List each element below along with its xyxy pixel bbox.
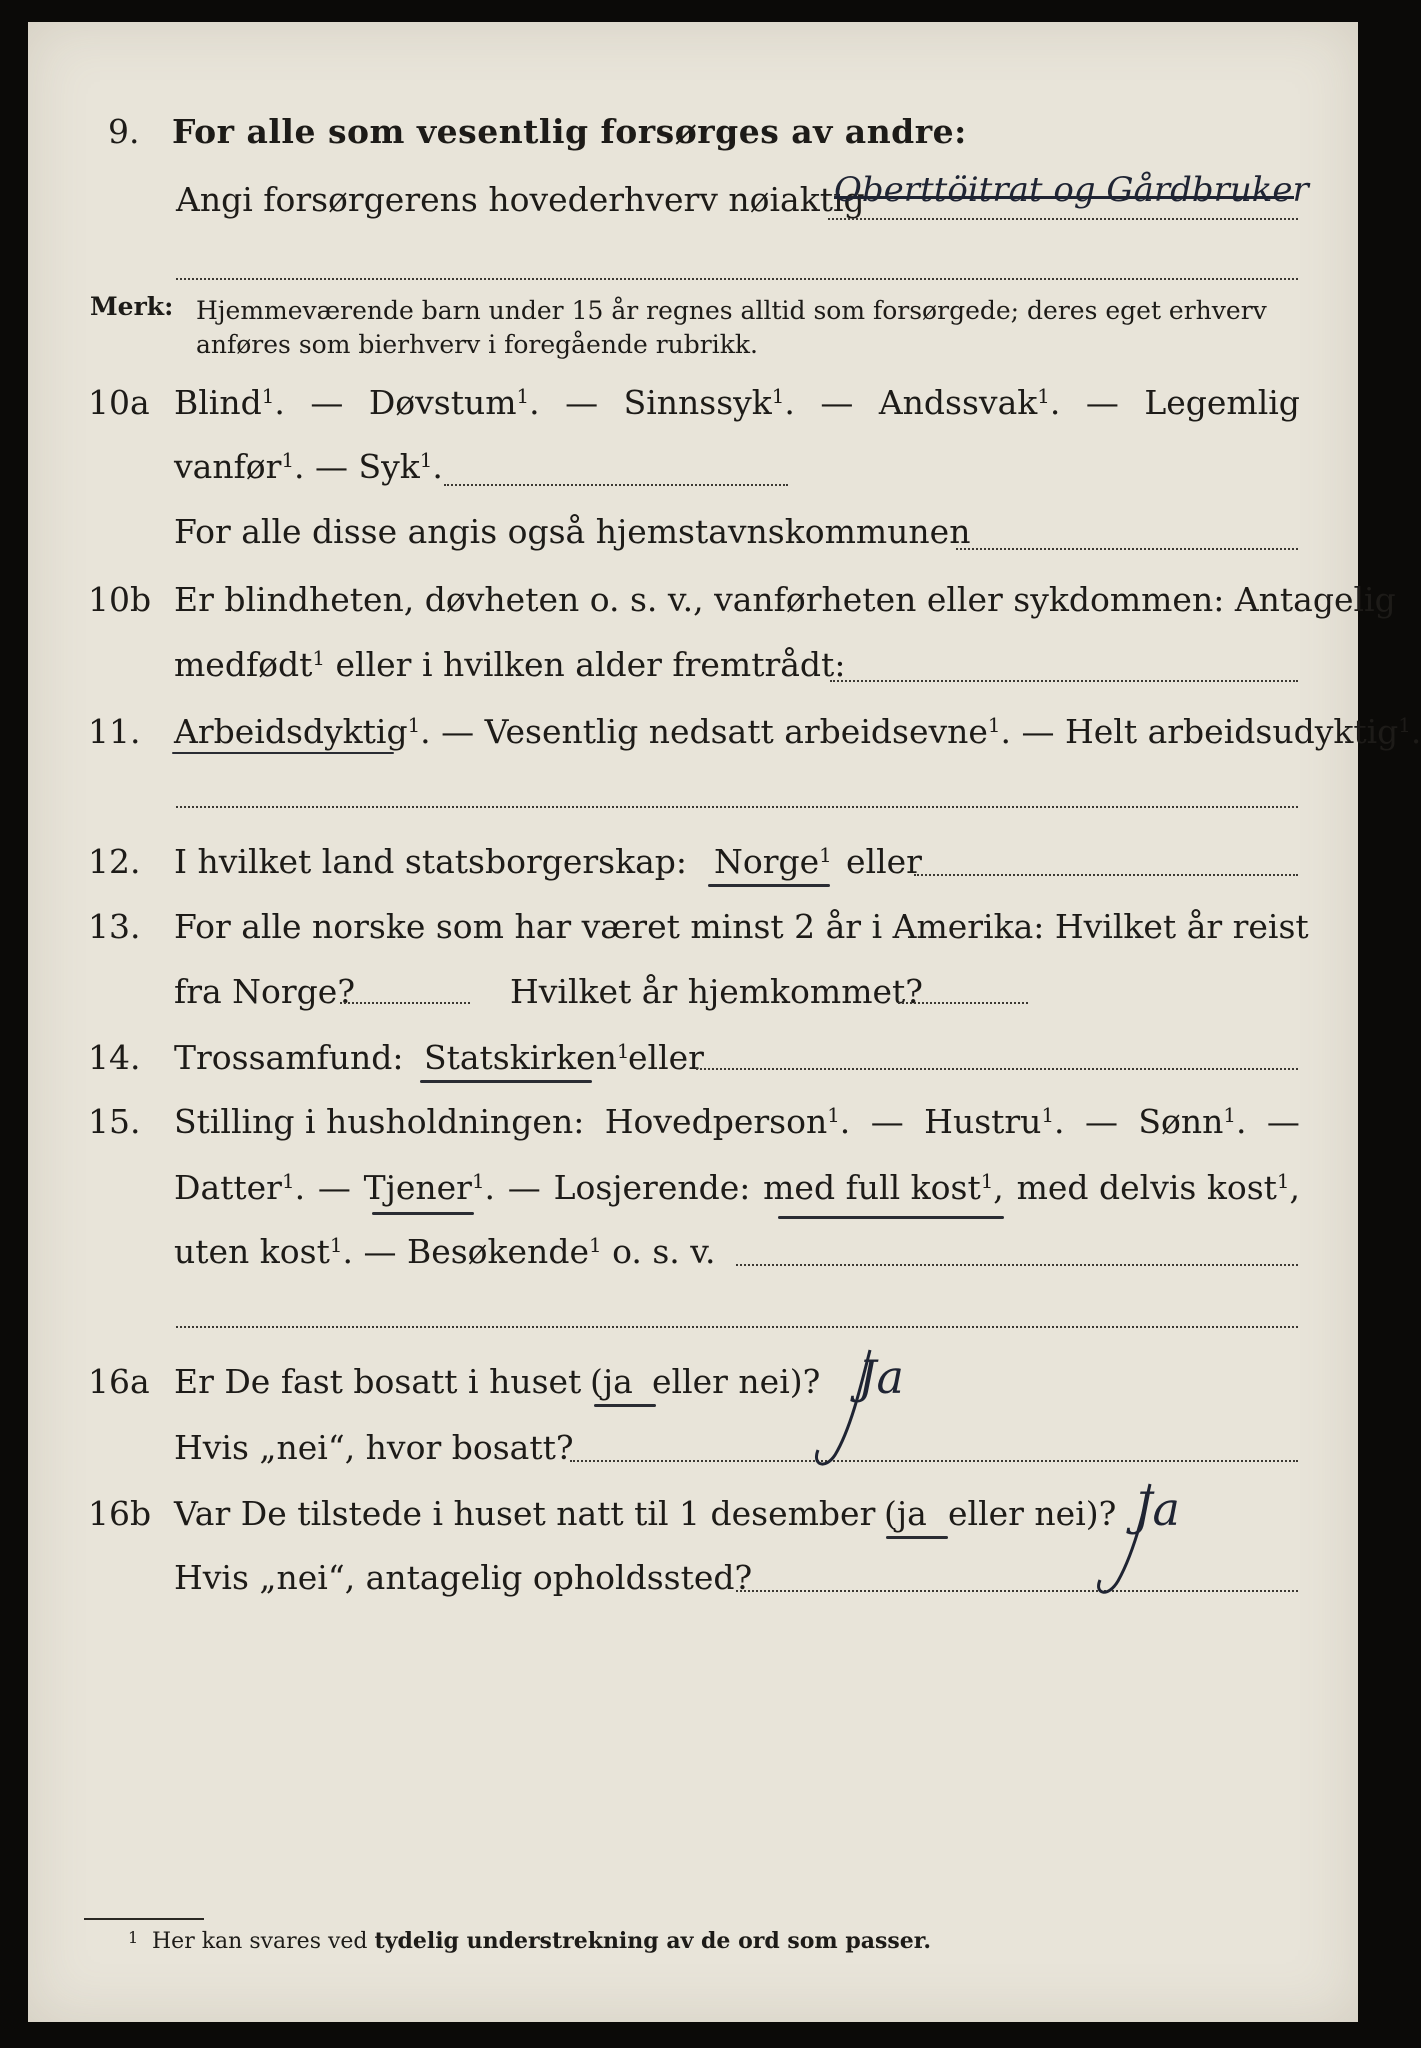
uten-kost-option: uten kost$^1$. (174, 1232, 353, 1271)
q12-answer: Norge$^1$ (714, 842, 832, 881)
q9-strike-line (834, 196, 1294, 199)
footnote-rule (84, 1918, 204, 1920)
q16b-ja-underline (886, 1536, 948, 1539)
q14-answer: Statskirken$^1$ (424, 1038, 630, 1077)
q16a-rest: eller nei)? (652, 1362, 821, 1401)
merk-label: Merk: (90, 292, 174, 321)
syk-option: Syk$^1$. (358, 447, 443, 486)
datter-option: Datter$^1$. (174, 1168, 306, 1207)
q13-line2a: fra Norge? (174, 972, 356, 1011)
q16a-handwritten-answer: Ja (858, 1350, 904, 1404)
q16b-hand-stroke (1080, 1476, 1160, 1606)
q16a-answer-line (570, 1460, 1298, 1462)
besokende-option: Besøkende$^1$ (406, 1232, 602, 1271)
tjener-option: Tjener$^1$. (363, 1168, 496, 1207)
q15-tjener-underline (372, 1212, 474, 1215)
q14-text: Trossamfund: (174, 1038, 404, 1077)
q15-line1: Stilling i husholdningen: Hovedperson$^1$. — Hustru$^1$. — Sønn$^1$. — (174, 1102, 1300, 1141)
q16a-line1: Er De fast bosatt i huset (174, 1362, 582, 1401)
q16b-line1: Var De tilstede i huset natt til 1 desember (174, 1494, 876, 1533)
q15-number: 15. (88, 1102, 141, 1141)
blind-option: Blind$^1$. (174, 383, 285, 422)
q16b-line2: Hvis „nei“, antagelig opholdssted? (174, 1558, 753, 1597)
med-delvis-kost-option: med delvis kost$^1$, (1016, 1168, 1300, 1207)
hovedperson-option: Hovedperson$^1$. (604, 1102, 851, 1141)
udyktig-option: Helt arbeidsudyktig$^1$. (1065, 712, 1421, 751)
footnote-text: Her kan svares ved tydelig understrekning av de ord som passer. (152, 1928, 932, 1954)
q15-line3: uten kost$^1$. — Besøkende$^1$ o. s. v. (174, 1232, 716, 1271)
q10a-syk-line (444, 484, 788, 486)
q15-kost-underline (778, 1216, 1004, 1219)
q16a-hand-stroke (800, 1340, 880, 1480)
q12-number: 12. (88, 842, 141, 881)
legemlig-option: Legemlig (1144, 383, 1300, 422)
q12-text: I hvilket land statsborgerskap: (174, 842, 688, 881)
q12-answer-line (914, 874, 1298, 876)
q10b-answer-line (830, 680, 1298, 682)
q14-underline (420, 1080, 592, 1083)
arbeidsdyktig-option: Arbeidsdyktig$^1$. (174, 712, 431, 751)
q11-number: 11. (88, 712, 141, 751)
dovstum-option: Døvstum$^1$. (368, 383, 540, 422)
q16a-number: 16a (88, 1362, 150, 1401)
q16a-ja: (ja (590, 1362, 633, 1401)
q15-answer-line (736, 1264, 1298, 1266)
footnote-mark: 1 (128, 1928, 139, 1947)
q14-eller: eller (628, 1038, 704, 1077)
q16a-line2: Hvis „nei“, hvor bosatt? (174, 1428, 574, 1467)
q13-line1: For alle norske som har været minst 2 år i Amerika: Hvilket år reist (174, 907, 1309, 946)
andssvak-option: Andssvak$^1$. (878, 383, 1061, 422)
q16b-ja: (ja (884, 1494, 927, 1533)
q16b-rest: eller nei)? (948, 1494, 1117, 1533)
merk-line2: anføres som bierhverv i foregående rubrikk. (196, 330, 758, 359)
q16b-handwritten-answer: Ja (1134, 1482, 1180, 1536)
vanfor-option: vanfør$^1$. (174, 447, 305, 486)
q14-answer-line (696, 1068, 1298, 1070)
q9-answer-line (828, 218, 1298, 220)
merk-line1: Hjemmeværende barn under 15 år regnes alltid som forsørgede; deres eget erhverv (196, 296, 1267, 325)
q16a-ja-underline (594, 1404, 656, 1407)
q9-extra-line (176, 278, 1298, 280)
q15-line2: Datter$^1$. — Tjener$^1$. — Losjerende: med full kost$^1$, med delvis kost$^1$, (174, 1168, 1300, 1207)
q13-number: 13. (88, 907, 141, 946)
q9-number: 9. (108, 112, 140, 151)
q16b-number: 16b (88, 1494, 152, 1533)
q10b-line2: medfødt$^1$ eller i hvilken alder fremtrådt: (174, 645, 846, 684)
sinnssyk-option: Sinnssyk$^1$. (623, 383, 795, 422)
q11-extra-line (176, 806, 1298, 808)
q11-underline (172, 752, 394, 754)
q10b-number: 10b (88, 580, 152, 619)
q10a-line3: For alle disse angis også hjemstavnskommunen (174, 512, 971, 551)
sonn-option: Sønn$^1$. (1138, 1102, 1247, 1141)
med-full-kost-option: med full kost$^1$, (763, 1168, 1004, 1207)
q10a-hjemstavn-line (956, 548, 1298, 550)
q9-line2: Angi forsørgerens hovederhverv nøiaktig (176, 180, 865, 219)
q9-line1: For alle som vesentlig forsørges av andre: (172, 112, 967, 151)
q10a-number: 10a (88, 383, 150, 422)
q10b-line1: Er blindheten, døvheten o. s. v., vanførheten eller sykdommen: Antagelig (174, 580, 1396, 619)
q12-underline (708, 884, 830, 887)
q13-line2b: Hvilket år hjemkommet? (510, 972, 923, 1011)
q12-eller: eller (846, 842, 922, 881)
q10a-line2: vanfør$^1$. — Syk$^1$. (174, 447, 443, 486)
hustru-option: Hustru$^1$. (924, 1102, 1065, 1141)
q13-hjemkommet-line (898, 1002, 1028, 1004)
q10a-line1: Blind$^1$. — Døvstum$^1$. — Sinnssyk$^1$. — Andssvak$^1$. — Legemlig (174, 383, 1300, 422)
q11-line: Arbeidsdyktig$^1$. — Vesentlig nedsatt arbeidsevne$^1$. — Helt arbeidsudyktig$^1$. (174, 712, 1421, 751)
q9-handwritten-answer: Oberttöitrat og Gårdbruker (834, 170, 1309, 210)
q14-number: 14. (88, 1038, 141, 1077)
nedsatt-option: Vesentlig nedsatt arbeidsevne$^1$. (484, 712, 1011, 751)
q13-reist-line (340, 1002, 470, 1004)
q15-extra-line (176, 1326, 1298, 1328)
q16b-answer-line (736, 1590, 1298, 1592)
